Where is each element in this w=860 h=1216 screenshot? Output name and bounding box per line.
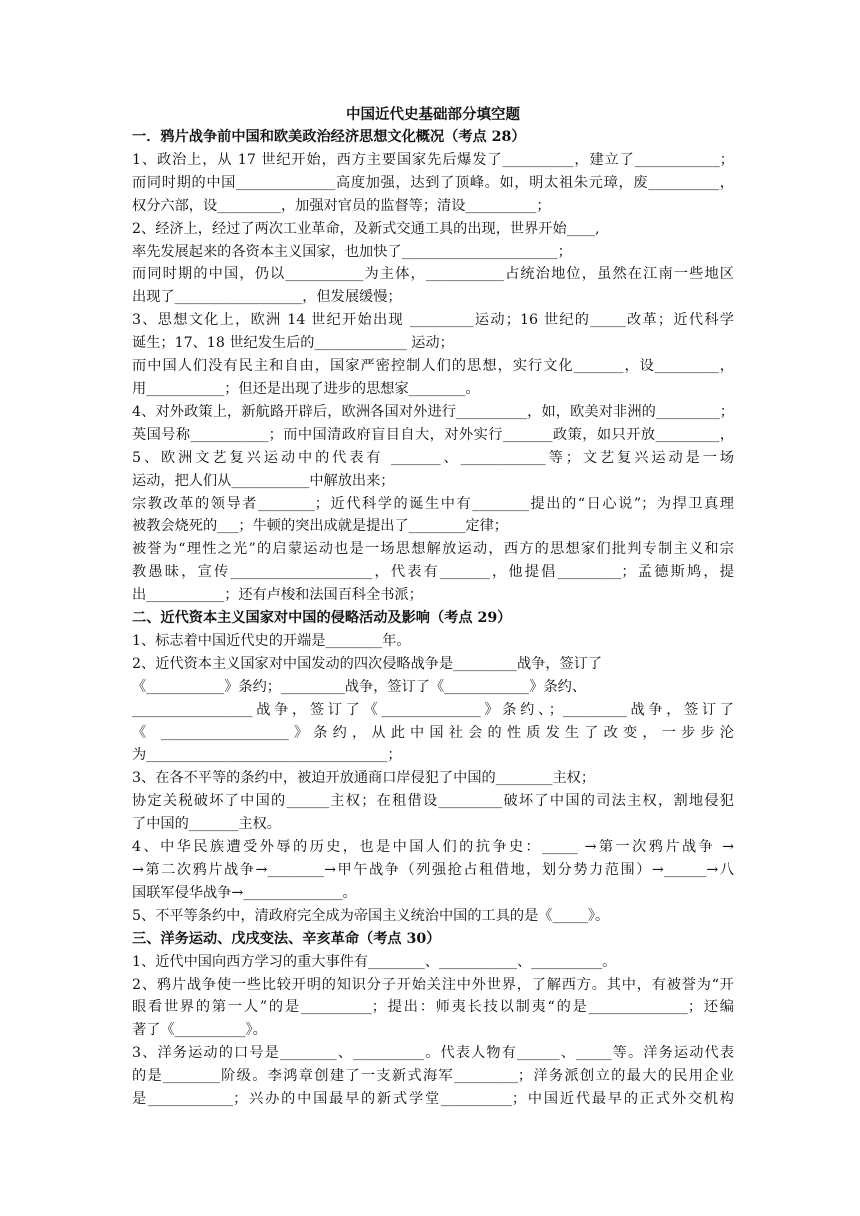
question-line: 4、对外政策上，新航路开辟后，欧洲各国对外进行__________，如，欧美对非洲的_________； — [132, 403, 734, 420]
question-line: 的是________阶级。李鸿章创建了一支新式海军_________；洋务派创立的最大的民用企业 — [132, 1068, 734, 1085]
question-line: 《 __________________》条约，从此中国社会的性质发生了改变，一步步沦 — [132, 724, 734, 741]
question-line: 诞生；17、18 世纪发生后的_____________ 运动； — [132, 335, 454, 352]
question-line: 英国号称___________；而中国清政府盲目自大，对外实行_______政策，如只开放_________， — [132, 426, 734, 443]
question-line: 4、中华民族遭受外辱的历史，也是中国人们的抗争史：_____ →第一次鸦片战争 → — [132, 839, 734, 856]
question-line: 5、欧洲文艺复兴运动中的代表有 _______、____________等；文艺复兴运动是一场 — [132, 449, 734, 466]
question-line: 眼看世界的第一人”的是__________；提出：师夷长技以制夷“的是______________；还编 — [132, 999, 734, 1016]
question-line: 用___________；但还是出现了进步的思想家________。 — [132, 380, 480, 397]
question-line: 运动，把人们从___________中解放出来； — [132, 472, 395, 489]
question-line: 著了《__________》。 — [132, 1022, 267, 1039]
question-line: _________________战争，签订了《______________》条约、；_________战争，签订了 — [132, 701, 734, 718]
section-heading: 一．鸦片战争前中国和欧美政治经济思想文化概况（考点 28） — [132, 129, 526, 145]
question-line: 协定关税破坏了中国的______主权；在租借设_________破坏了中国的司法主权，割地侵犯 — [132, 793, 734, 810]
question-line: 宗教改革的领导者________；近代科学的诞生中有________提出的“日心说”；为捍卫真理 — [132, 495, 734, 512]
question-line: 国联军侵华战争→______________。 — [132, 884, 357, 901]
question-line: 1、标志着中国近代史的开端是________年。 — [132, 632, 411, 649]
question-line: 3、思想文化上，欧洲 14 世纪开始出现 _________运动；16 世纪的_____改革；近代科学 — [132, 312, 734, 329]
question-line: 而同时期的中国______________高度加强，达到了顶峰。如，明太祖朱元璋，废__________， — [132, 174, 734, 191]
question-line: 《___________》条约；_________战争，签订了《____________》条约、 — [132, 678, 587, 695]
question-line: 5、不平等条约中，清政府完全成为帝国主义统治中国的工具的是《_____》。 — [132, 907, 610, 924]
question-line: 2、经济上，经过了两次工业革命，及新式交通工具的出现，世界开始____, — [132, 220, 600, 237]
question-line: 而同时期的中国，仍以___________为主体，___________占统治地位，虽然在江南一些地区 — [132, 266, 734, 283]
document-title: 中国近代史基础部分填空题 — [346, 106, 520, 123]
question-line: 2、鸦片战争使一些比较开明的知识分子开始关注中外世界，了解西方。其中，有被誉为“开 — [132, 976, 734, 993]
question-line: 3、在各不平等的条约中，被迫开放通商口岸侵犯了中国的________主权； — [132, 770, 596, 787]
question-line: 出___________；还有卢梭和法国百科全书派； — [132, 587, 423, 604]
question-line: 是____________；兴办的中国最早的新式学堂__________；中国近代最早的正式外交机构 — [132, 1091, 734, 1108]
question-line: 出现了__________________，但发展缓慢； — [132, 289, 402, 306]
section-heading: 三、洋务运动、戊戌变法、辛亥革命（考点 30） — [132, 930, 441, 947]
question-line: 率先发展起来的各资本主义国家，也加快了______________________； — [132, 243, 572, 260]
section-heading: 二、近代资本主义国家对中国的侵略活动及影响（考点 29） — [132, 610, 512, 627]
question-line: →第二次鸦片战争→________→甲午战争（列强抢占租借地，划分势力范围）→______→八 — [132, 862, 734, 878]
question-line: 1、近代中国向西方学习的重大事件有________、___________、__________。 — [132, 953, 617, 970]
document-body — [132, 126, 734, 1111]
question-line: 被教会烧死的___；牛顿的突出成就是提出了________定律； — [132, 518, 508, 535]
question-line: 而中国人们没有民主和自由，国家严密控制人们的思想，实行文化_______，设_________， — [132, 358, 734, 375]
question-line: 1、政治上，从 17 世纪开始，西方主要国家先后爆发了__________，建立了____________； — [132, 151, 734, 168]
question-line: 教愚昧，宣传____________________，代表有_______，他提倡_________；孟德斯鸠，提 — [132, 564, 734, 581]
question-line: 为__________________________________； — [132, 747, 402, 764]
question-line: 2、近代资本主义国家对中国发动的四次侵略战争是_________战争，签订了 — [132, 655, 603, 672]
question-line: 3、洋务运动的口号是________、__________。代表人物有______、_____等。洋务运动代表 — [132, 1045, 734, 1062]
question-line: 被誉为“理性之光”的启蒙运动也是一场思想解放运动，西方的思想家们批判专制主义和宗 — [132, 541, 734, 558]
question-line: 了中国的_______主权。 — [132, 816, 281, 833]
question-line: 权分六部，设_________，加强对官员的监督等；清设__________； — [132, 197, 551, 214]
